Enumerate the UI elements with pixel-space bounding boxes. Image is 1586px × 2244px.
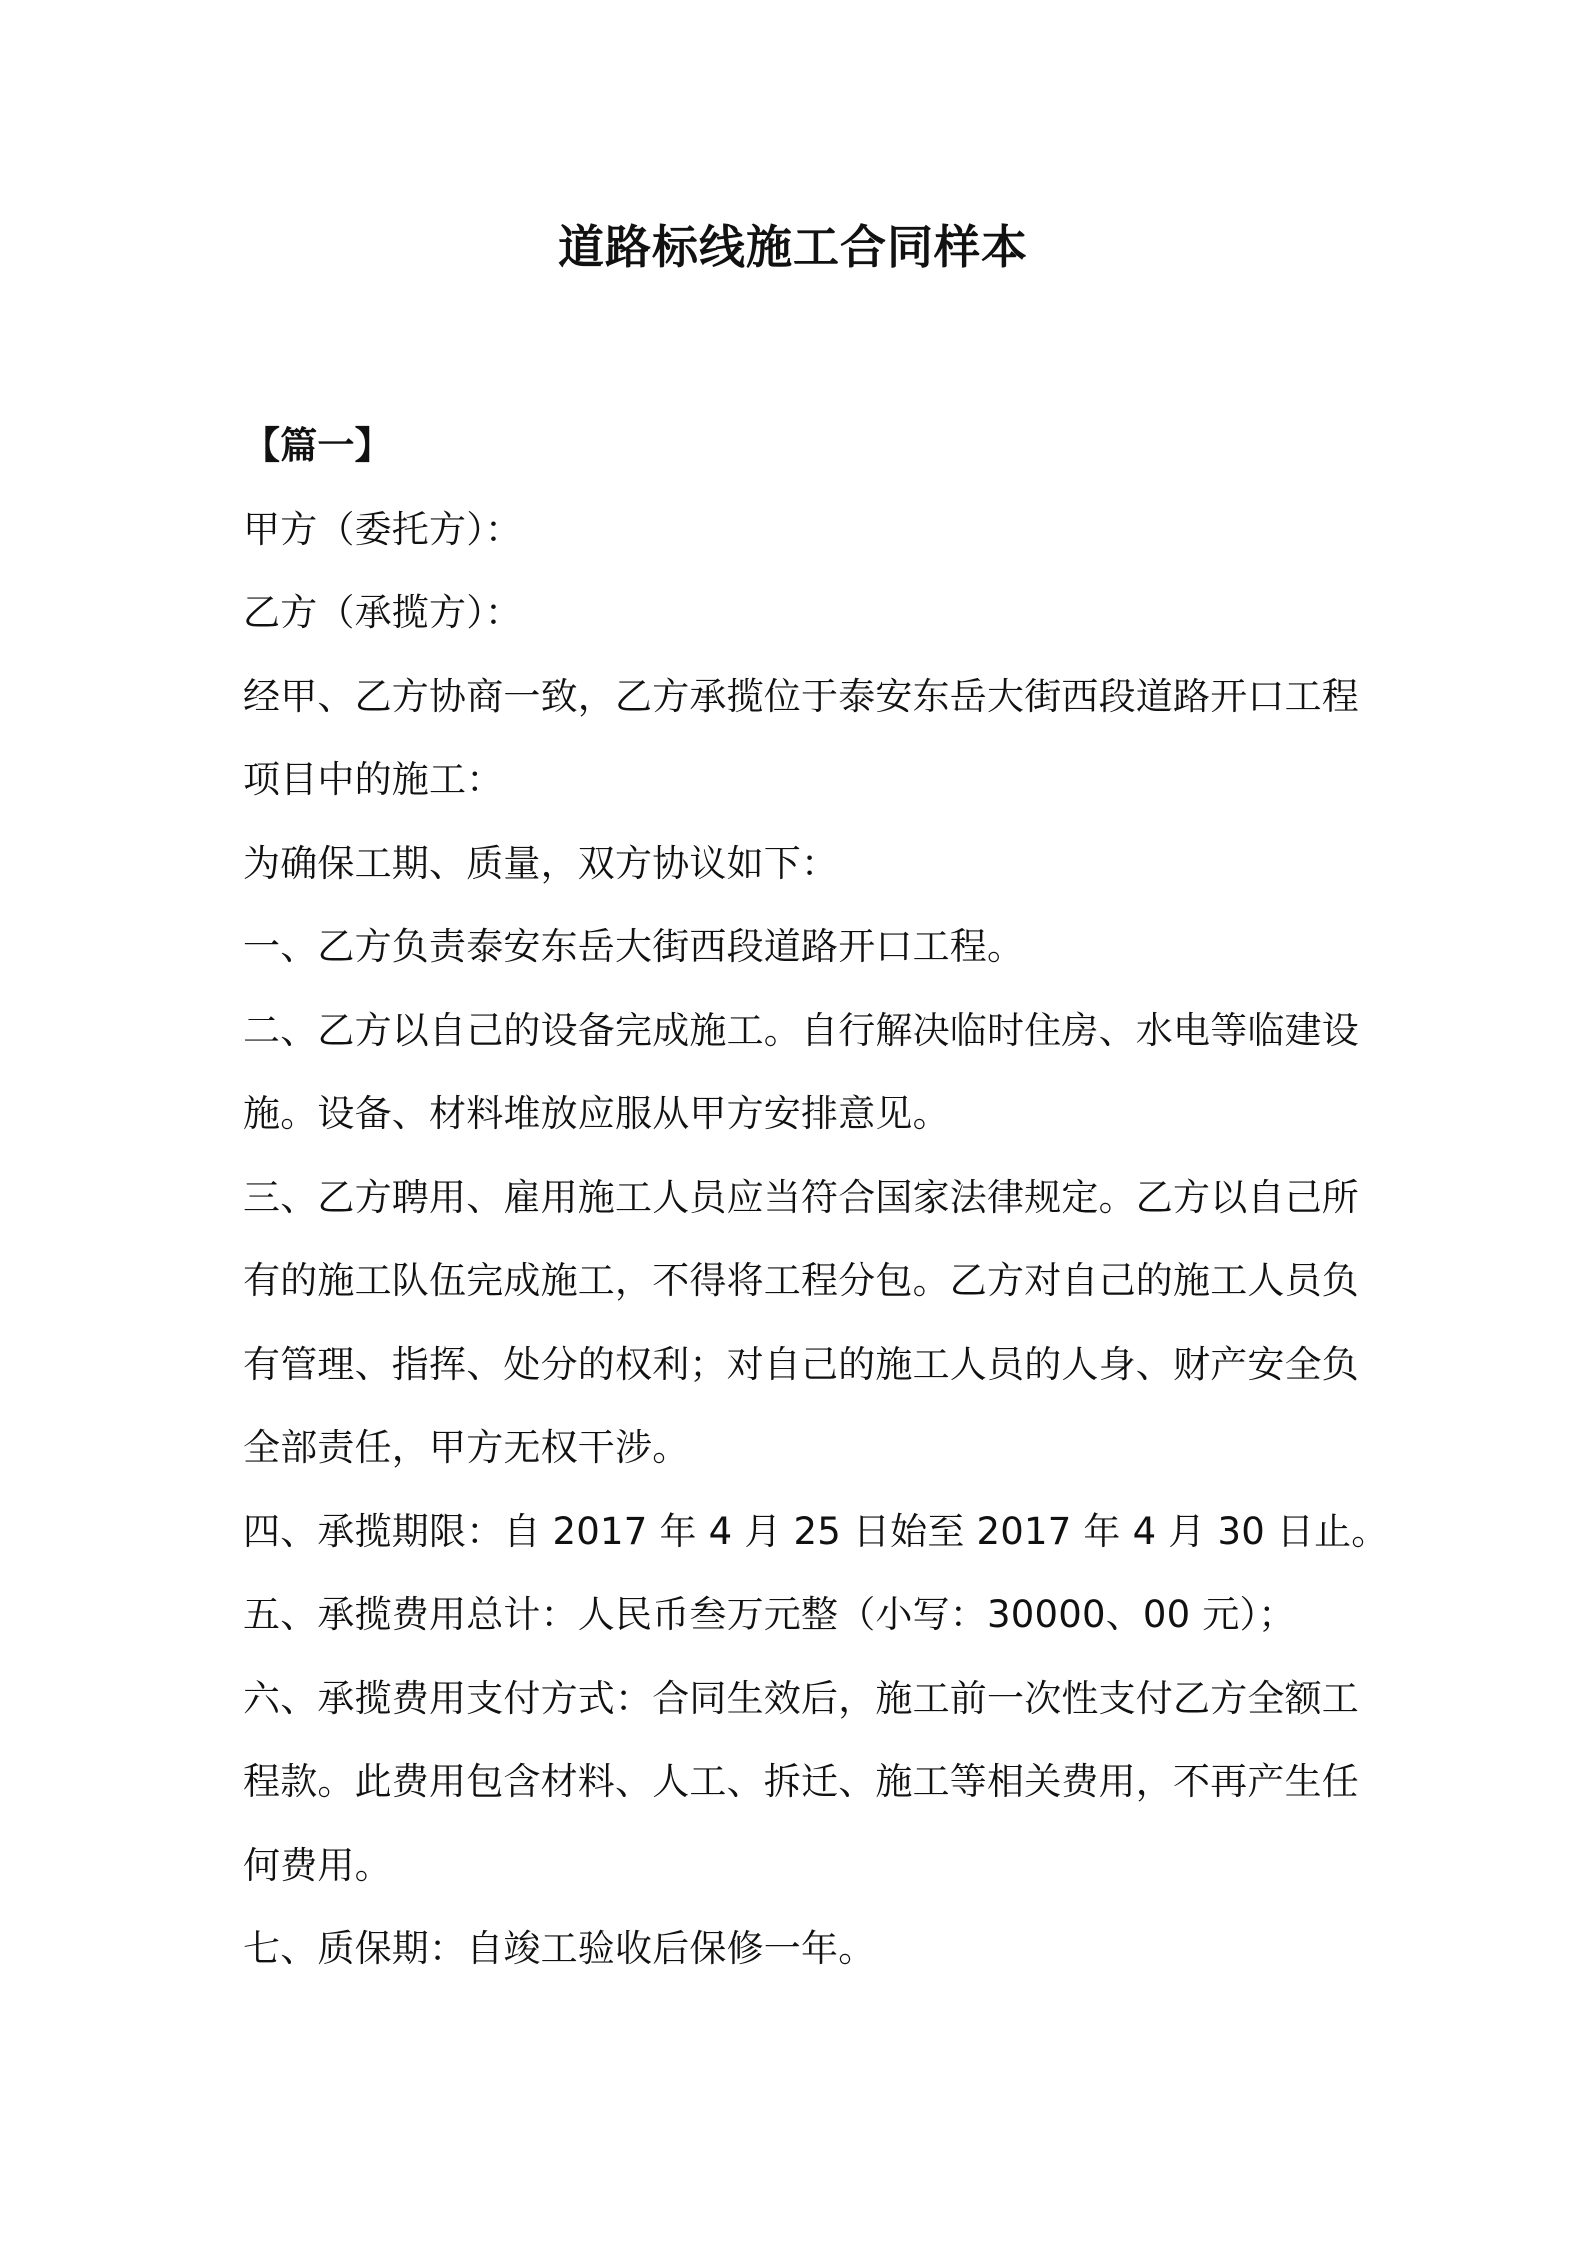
clause-5-line: 五、承揽费用总计：人民币叁万元整（小写：30000、00 元）；	[243, 1593, 1296, 1636]
clause-3-line: 三、乙方聘用、雇用施工人员应当符合国家法律规定。乙方以自己所	[243, 1175, 1359, 1219]
body-line: 经甲、乙方协商一致，乙方承揽位于泰安东岳大街西段道路开口工程	[243, 674, 1359, 718]
document-title: 道路标线施工合同样本	[558, 220, 1028, 274]
clause-2-line: 施。设备、材料堆放应服从甲方安排意见。	[243, 1092, 950, 1135]
clause-4-line: 四、承揽期限：自 2017 年 4 月 25 日始至 2017 年 4 月 30 日止。	[243, 1509, 1389, 1553]
clause-3-line: 有的施工队伍完成施工，不得将工程分包。乙方对自己的施工人员负	[243, 1259, 1359, 1302]
body-line: 项目中的施工：	[243, 758, 504, 801]
clause-6-line: 程款。此费用包含材料、人工、拆迁、施工等相关费用，不再产生任	[243, 1760, 1359, 1803]
clause-7-line: 七、质保期：自竣工验收后保修一年。	[243, 1927, 876, 1970]
section-label: 【篇一】	[243, 424, 392, 467]
body-line: 为确保工期、质量，双方协议如下：	[243, 841, 839, 885]
contract-body	[243, 404, 1389, 1991]
party-a-line: 甲方（委托方）：	[243, 507, 523, 551]
clause-2-line: 二、乙方以自己的设备完成施工。自行解决临时住房、水电等临建设	[243, 1008, 1359, 1052]
clause-3-line: 有管理、指挥、处分的权利；对自己的施工人员的人身、财产安全负	[243, 1342, 1359, 1386]
clause-3-line: 全部责任，甲方无权干涉。	[243, 1426, 690, 1469]
clause-6-line: 何费用。	[243, 1843, 392, 1887]
party-b-line: 乙方（承揽方）：	[243, 591, 523, 634]
clause-6-line: 六、承揽费用支付方式：合同生效后，施工前一次性支付乙方全额工	[243, 1676, 1359, 1720]
clause-1-line: 一、乙方负责泰安东岳大街西段道路开口工程。	[243, 925, 1025, 968]
